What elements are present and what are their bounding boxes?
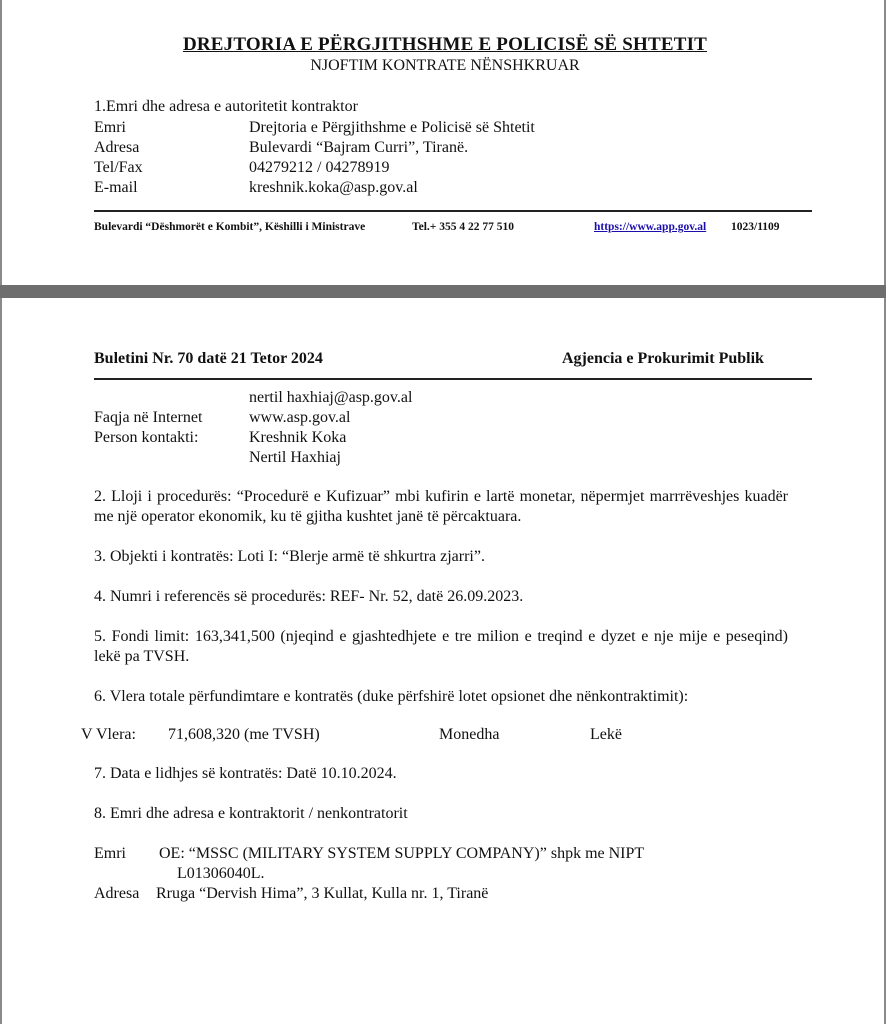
document-subtitle: NJOFTIM KONTRATE NËNSHKRUAR bbox=[310, 57, 580, 74]
contractor-nipt: L01306040L. bbox=[177, 865, 265, 882]
currency-label: Monedha bbox=[439, 726, 500, 743]
section1-heading: 1.Emri dhe adresa e autoritetit kontraktor bbox=[94, 98, 358, 115]
section6-total-value: 6. Vlera totale përfundimtare e kontratës (duke përfshirë lotet opsionet dhe nënkontraktimit): bbox=[94, 688, 689, 705]
section8-contractor-heading: 8. Emri dhe adresa e kontraktorit / nenkontratorit bbox=[94, 805, 408, 822]
section7-contract-date: 7. Data e lidhjes së kontratës: Datë 10.10.2024. bbox=[94, 765, 397, 782]
page-bottom bbox=[0, 298, 886, 1024]
contractor-address-label: Adresa bbox=[94, 885, 140, 902]
telfax-label: Tel/Fax bbox=[94, 159, 143, 176]
value-label: V Vlera: bbox=[81, 726, 136, 743]
bulletin-number: Buletini Nr. 70 datë 21 Tetor 2024 bbox=[94, 350, 323, 367]
contact-person-2: Nertil Haxhiaj bbox=[249, 449, 341, 466]
address-value: Bulevardi “Bajram Curri”, Tiranë. bbox=[249, 139, 469, 156]
contact-email2: nertil haxhiaj@asp.gov.al bbox=[249, 389, 413, 406]
address-label: Adresa bbox=[94, 139, 140, 156]
footer-phone: Tel.+ 355 4 22 77 510 bbox=[412, 221, 514, 233]
currency-value: Lekë bbox=[590, 726, 622, 743]
email-label: E-mail bbox=[94, 179, 138, 196]
page-separator bbox=[0, 285, 886, 298]
website-label: Faqja në Internet bbox=[94, 409, 203, 426]
footer-website-link[interactable]: https://www.app.gov.al bbox=[594, 221, 707, 233]
section3-object: 3. Objekti i kontratës: Loti I: “Blerje armë të shkurtra zjarri”. bbox=[94, 548, 485, 565]
section5-fund-limit: 5. Fondi limit: 163,341,500 (njeqind e gjashtedhjete e tre milion e treqind e dyzet e nje mije e peseqind) lekë pa TVSH. bbox=[94, 628, 788, 665]
contact-person-label: Person kontakti: bbox=[94, 429, 199, 446]
contractor-name: OE: “MSSC (MILITARY SYSTEM SUPPLY COMPANY)” shpk me NIPT bbox=[159, 845, 645, 862]
bulletin-rule bbox=[94, 378, 812, 380]
contact-person-1: Kreshnik Koka bbox=[249, 429, 347, 446]
contractor-name-label: Emri bbox=[94, 845, 126, 862]
name-label: Emri bbox=[94, 119, 126, 136]
contractor-address: Rruga “Dervish Hima”, 3 Kullat, Kulla nr. 1, Tiranë bbox=[156, 885, 489, 902]
email-value: kreshnik.koka@asp.gov.al bbox=[249, 179, 418, 196]
section4-reference: 4. Numri i referencës së procedurës: REF- Nr. 52, datë 26.09.2023. bbox=[94, 588, 524, 605]
name-value: Drejtoria e Përgjithshme e Policisë së Shtetit bbox=[249, 119, 535, 136]
section2-procedure-type: 2. Lloji i procedurës: “Procedurë e Kufizuar” mbi kufirin e lartë monetar, nëpermjet marrrëveshjes kuadër me një operator ekonomik, ku të gjitha kushtet janë të përcaktuara. bbox=[94, 488, 788, 525]
document-title: DREJTORIA E PËRGJITHSHME E POLICISË SË SHTETIT bbox=[182, 34, 708, 55]
value-amount: 71,608,320 (me TVSH) bbox=[168, 726, 320, 743]
footer-address: Bulevardi “Dëshmorët e Kombit”, Këshilli i Ministrave bbox=[94, 221, 366, 233]
footer-rule bbox=[94, 210, 812, 212]
page-top bbox=[0, 0, 886, 285]
telfax-value: 04279212 / 04278919 bbox=[249, 159, 390, 176]
footer-code: 1023/1109 bbox=[731, 221, 780, 233]
website-value: www.asp.gov.al bbox=[249, 409, 351, 426]
bulletin-agency: Agjencia e Prokurimit Publik bbox=[562, 350, 764, 367]
